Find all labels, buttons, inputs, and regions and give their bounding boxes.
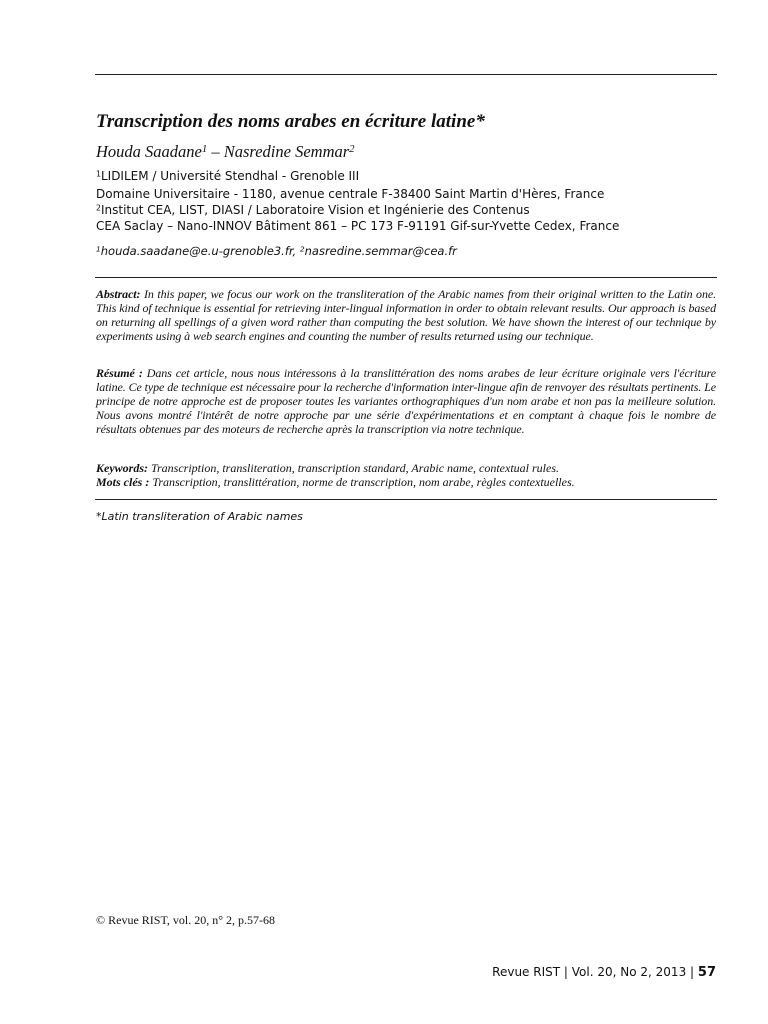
affiliation-line: Domaine Universitaire - 1180, avenue centrale F-38400 Saint Martin d'Hères, France (96, 187, 605, 201)
author-name: Nasredine Semmar (223, 142, 350, 161)
affiliation-marker: 1 (96, 169, 101, 179)
mots-cles-line: Mots clés : Transcription, translittération, norme de transcription, nom arabe, règles contextuelles. (96, 475, 575, 489)
author-name: Houda Saadane (96, 142, 202, 161)
footer-separator: | (690, 965, 695, 979)
journal-name: Revue RIST (492, 965, 561, 979)
keywords-label: Keywords: (96, 461, 148, 475)
resume-paragraph: Résumé : Dans cet article, nous nous intéressons à la translittération des noms arabes de leur écriture originale vers l'écriture latine. Ce type de technique est nécessaire pour la recherche d'information inter-lingue afin de renvoyer des résultats pertinents. Le principe de notre approche est de proposer toutes les variantes orthographiques d'un nom arabe et non pas la meilleure solution. Nous avons montré l'intérêt de notre approche par une série d'expérimentations et en comptant à chaque fois le nombre de résultats obtenues par des moteurs de recherche après la transcription via notre technique. (96, 366, 717, 436)
email-link[interactable]: houda.saadane@e.u-grenoble3.fr, (100, 244, 297, 258)
abstract-paragraph: Abstract: In this paper, we focus our work on the transliteration of the Arabic names from their original written to the Latin one. This kind of technique is essential for retrieving inter-lingual information in order to obtain relevant results. Our approach is based on returning all spellings of a given word rather than computing the best solution. We have shown the interest of our technique by experiments using à web search engines and counting the number of results returned using our technique. (96, 287, 716, 343)
abstract-top-rule (95, 277, 717, 278)
paper-title: Transcription des noms arabes en écriture latine* (96, 111, 485, 132)
affiliation-line: $^2$Institut CEA, LIST, DIASI / Laboratoire Vision et Ingénierie des Contenus (96, 203, 530, 217)
mots-cles-label: Mots clés : (96, 475, 150, 489)
abstract-bottom-rule (95, 499, 717, 500)
author-line (96, 142, 355, 162)
top-rule (95, 74, 717, 75)
title-footnote: *Latin transliteration of Arabic names (96, 510, 303, 523)
abstract-label: Abstract: (96, 287, 141, 301)
page-footer (492, 965, 716, 980)
author-emails: $^1$houda.saadane@e.u-grenoble3.fr, $^2$nasredine.semmar@cea.fr (96, 244, 457, 258)
email-link[interactable]: nasredine.semmar@cea.fr (304, 244, 457, 258)
page-number: 57 (697, 965, 716, 980)
resume-label: Résumé : (96, 366, 143, 380)
affiliation-line: $^1$LIDILEM / Université Stendhal - Grenoble III (96, 169, 360, 183)
affiliation-line: CEA Saclay – Nano-INNOV Bâtiment 861 – PC 173 F-91191 Gif-sur-Yvette Cedex, France (96, 219, 620, 233)
footer-separator: | (563, 965, 568, 979)
keywords-line: Keywords: Transcription, transliteration, transcription standard, Arabic name, contextual rules. (96, 461, 560, 475)
affiliation-marker: 2 (349, 143, 355, 156)
journal-volume: Vol. 20, No 2, 2013 (571, 965, 687, 979)
affiliation-marker: 2 (96, 203, 101, 213)
copyright-notice: © Revue RIST, vol. 20, n° 2, p.57-68 (96, 913, 276, 927)
affiliation-marker: 1 (201, 143, 208, 156)
author-separator: – (207, 142, 224, 161)
